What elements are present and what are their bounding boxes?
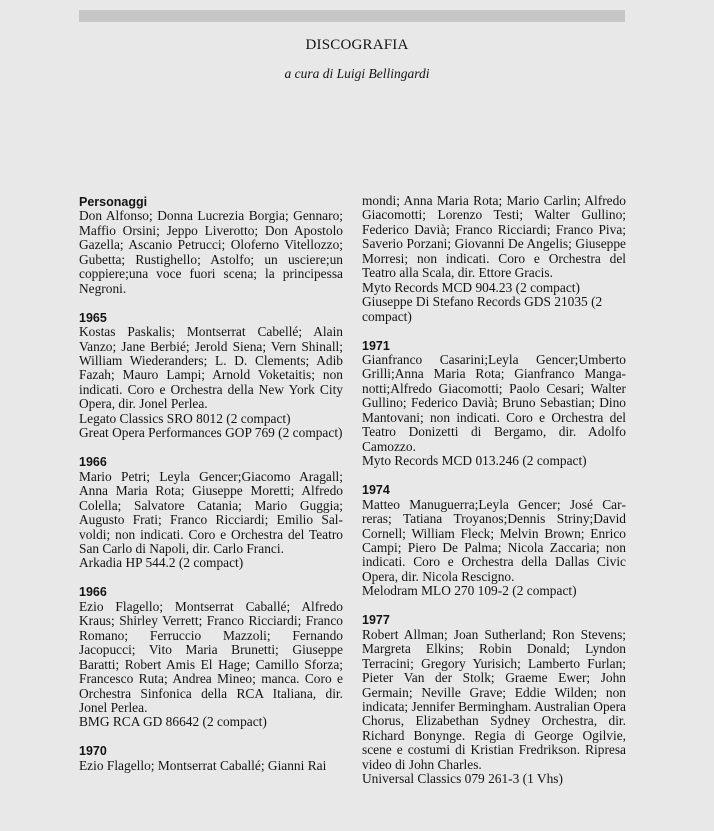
entry-heading: 1971 — [362, 338, 390, 353]
entry-cast-text: Kostas Paskalis; Montserrat Cabellé; Alain Vanzo; Jane Berbié; Jerold Siena; Vern Shinall; William Wiederanders; L. D. Clements; Adib Fazah; Mauro Lampi; Arnold Voketaitis; non indicati. Coro e Orchestra della New York City Opera, dir. Jonel Perlea. — [79, 324, 343, 412]
right-column — [362, 194, 626, 801]
entry-record-label: Melodram MLO 270 109-2 (2 compact) — [362, 583, 577, 599]
entry-record-label: BMG RCA GD 86642 (2 compact) — [79, 714, 267, 730]
discography-entry — [362, 194, 626, 324]
entry-cast-text: Ezio Flagello; Montserrat Caballé; Alfredo Kraus; Shirley Verrett; Franco Ricciardi; Franco Romano; Ferruccio Mazzoli; Fernando Jacopucci; Vito Maria Brunetti; Giuseppe Baratti; Robert Amis El Hage; Camillo Sforza; Francesco Ruta; Andrea Mineo; manca. Coro e Orchestra Sinfonica della RCA Italiana, dir. Jonel Perlea. — [79, 598, 343, 715]
entry-heading: 1965 — [79, 310, 107, 325]
entry-heading: 1970 — [79, 744, 107, 759]
left-column — [79, 195, 343, 788]
entry-cast-text: Gianfranco Casarini;Leyla Gencer;Umberto Grilli;Anna Maria Rota; Gianfranco Manganotti;Alfredo Giacomotti; Paolo Cesari; Walter Gullino; Federico Davià; Bruno Sebastian; Dino Mantovani; non indicati. Coro e Orchestra del Teatro Donizetti di Bergamo, dir. Adolfo Camozzo. — [362, 352, 626, 454]
entry-cast-text: Robert Allman; Joan Sutherland; Ron Stevens; Margreta Elkins; Robin Donald; Lyndon Terracini; Gregory Yurisich; Lamberto Furlan; Pieter Van der Stolk; Graeme Ewer; John Germain; Neville Grave; Eddie Wilden; non indicata; Jennifer Bermingham. Australian Opera Chorus, Elizabethan Sydney Orchestra, dir. Richard Bonynge. Regia di George Ogilvie, scene e costumi di Kristian Fredrikson. Ripresa video di John Charles. — [362, 626, 626, 772]
discography-entry — [79, 585, 343, 730]
entry-heading: 1966 — [79, 585, 107, 600]
discography-entry — [79, 195, 343, 296]
discography-entry — [362, 339, 626, 469]
entry-record-label: Great Opera Performances GOP 769 (2 compact) — [79, 425, 343, 441]
entry-heading: 1966 — [79, 455, 107, 470]
discography-entry — [79, 311, 343, 441]
page-subtitle: a cura di Luigi Bellingardi — [284, 66, 430, 81]
entry-heading: 1977 — [362, 613, 390, 628]
discography-entry — [362, 483, 626, 599]
entry-heading: 1974 — [362, 483, 390, 498]
entry-record-label: Myto Records MCD 904.23 (2 compact) — [362, 279, 580, 295]
entry-cast-text: mondi; Anna Maria Rota; Mario Carlin; Alfredo Giacomotti; Lorenzo Testi; Walter Gullino; Federico Davià; Franco Ricciardi; Franco Piva; Saverio Porzani; Giovanni De Angelis; Giuseppe Morresi; non indicati. Coro e Orchestra del Teatro alla Scala, dir. Ettore Gracis. — [362, 193, 626, 281]
page-title: DISCOGRAFIA — [305, 37, 409, 53]
entry-cast-text: Mario Petri; Leyla Gencer;Giacomo Aragall; Anna Maria Rota; Giuseppe Moretti; Alfredo Colella; Salvatore Catania; Mario Guggia; Augusto Frati; Franco Ricciardi; Emilio Salvoldi; non indicati. Coro e Orchestra del Teatro San Carlo di Napoli, dir. Carlo Franci. — [79, 468, 343, 556]
top-rule — [79, 10, 625, 22]
entry-record-label: Giuseppe Di Stefano Records GDS 21035 (2 compact) — [362, 294, 603, 324]
entry-cast-text: Don Alfonso; Donna Lucrezia Borgia; Gennaro; Maffio Orsini; Jeppo Liverotto; Don Apostolo Gazella; Ascanio Petrucci; Oloferno Vitellozzo; Gubetta; Rustighello; Astolfo; un usciere;un coppiere;una voce fuori scena; la principessa Negroni. — [79, 208, 343, 296]
entry-cast-text: Matteo Manuguerra;Leyla Gencer; José Carreras; Tatiana Troyanos;Dennis Striny;David Cornell; William Fleck; Melvin Brown; Enrico Campi; Piero De Palma; Nicola Zaccaria; non indicati. Coro e Orchestra della Dallas Civic Opera, dir. Nicola Rescigno. — [362, 496, 626, 584]
discography-entry — [362, 613, 626, 786]
entry-cast-text: Ezio Flagello; Montserrat Caballé; Gianni Rai — [79, 757, 327, 773]
entry-record-label: Arkadia HP 544.2 (2 compact) — [79, 555, 244, 571]
entry-heading: Personaggi — [79, 195, 148, 209]
discography-entry — [79, 744, 343, 773]
entry-record-label: Legato Classics SRO 8012 (2 compact) — [79, 410, 291, 426]
entry-record-label: Universal Classics 079 261-3 (1 Vhs) — [362, 771, 563, 787]
entry-record-label: Myto Records MCD 013.246 (2 compact) — [362, 453, 587, 469]
discography-entry — [79, 455, 343, 571]
